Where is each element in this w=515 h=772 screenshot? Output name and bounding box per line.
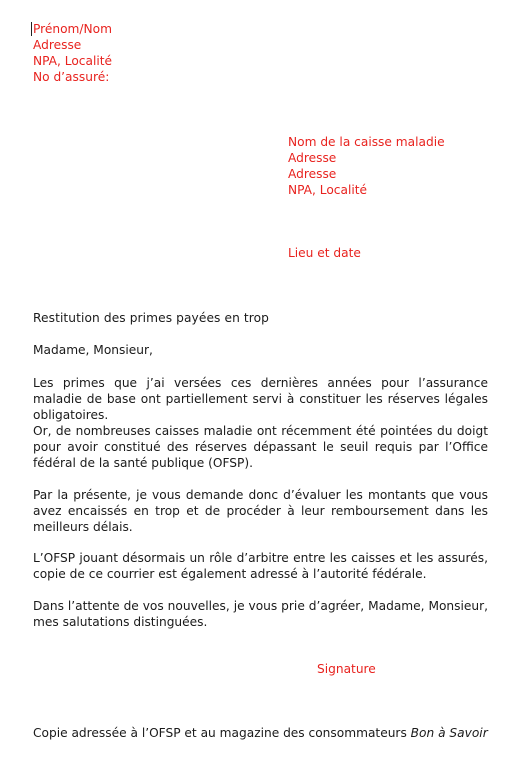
salutation: Madame, Monsieur,	[33, 343, 153, 357]
paragraph-4: L’OFSP jouant désormais un rôle d’arbitre entre les caisses et les assurés, copie de ce courrier est également adressé à l’autorité fédérale.	[33, 551, 488, 581]
recipient-address-2[interactable]: Adresse	[288, 167, 337, 181]
sender-address[interactable]: Adresse	[33, 38, 82, 52]
paragraph-5: Dans l’attente de vos nouvelles, je vous prie d’agréer, Madame, Monsieur, mes salutations distinguées.	[33, 599, 488, 629]
letter-subject: Restitution des primes payées en trop	[33, 311, 269, 325]
paragraph-3: Par la présente, je vous demande donc d’évaluer les montants que vous avez encaissés en trop et de procéder à leur remboursement dans les meilleurs délais.	[33, 488, 488, 534]
copy-note-text: Copie adressée à l’OFSP et au magazine des consommateurs	[33, 726, 411, 740]
place-and-date[interactable]: Lieu et date	[288, 246, 361, 260]
copy-note	[33, 726, 488, 740]
sender-name[interactable]: Prénom/Nom	[33, 22, 112, 36]
recipient-address-1[interactable]: Adresse	[288, 151, 337, 165]
signature[interactable]: Signature	[317, 662, 376, 676]
paragraph-2: Or, de nombreuses caisses maladie ont récemment été pointées du doigt pour avoir constitué des réserves dépassant le seuil requis par l’Office fédéral de la santé publique (OFSP).	[33, 424, 488, 470]
paragraph-1: Les primes que j’ai versées ces dernières années pour l’assurance maladie de base ont partiellement servi à constituer les réserves légales obligatoires.	[33, 376, 488, 422]
magazine-name: Bon à Savoir	[410, 726, 488, 740]
recipient-insurer-name[interactable]: Nom de la caisse maladie	[288, 135, 445, 149]
text-cursor	[31, 22, 32, 36]
recipient-locality[interactable]: NPA, Localité	[288, 183, 368, 197]
recipient-block	[288, 134, 488, 198]
sender-block	[33, 21, 233, 85]
sender-locality[interactable]: NPA, Localité	[33, 54, 113, 68]
sender-insured-number[interactable]: No d’assuré:	[33, 70, 110, 84]
